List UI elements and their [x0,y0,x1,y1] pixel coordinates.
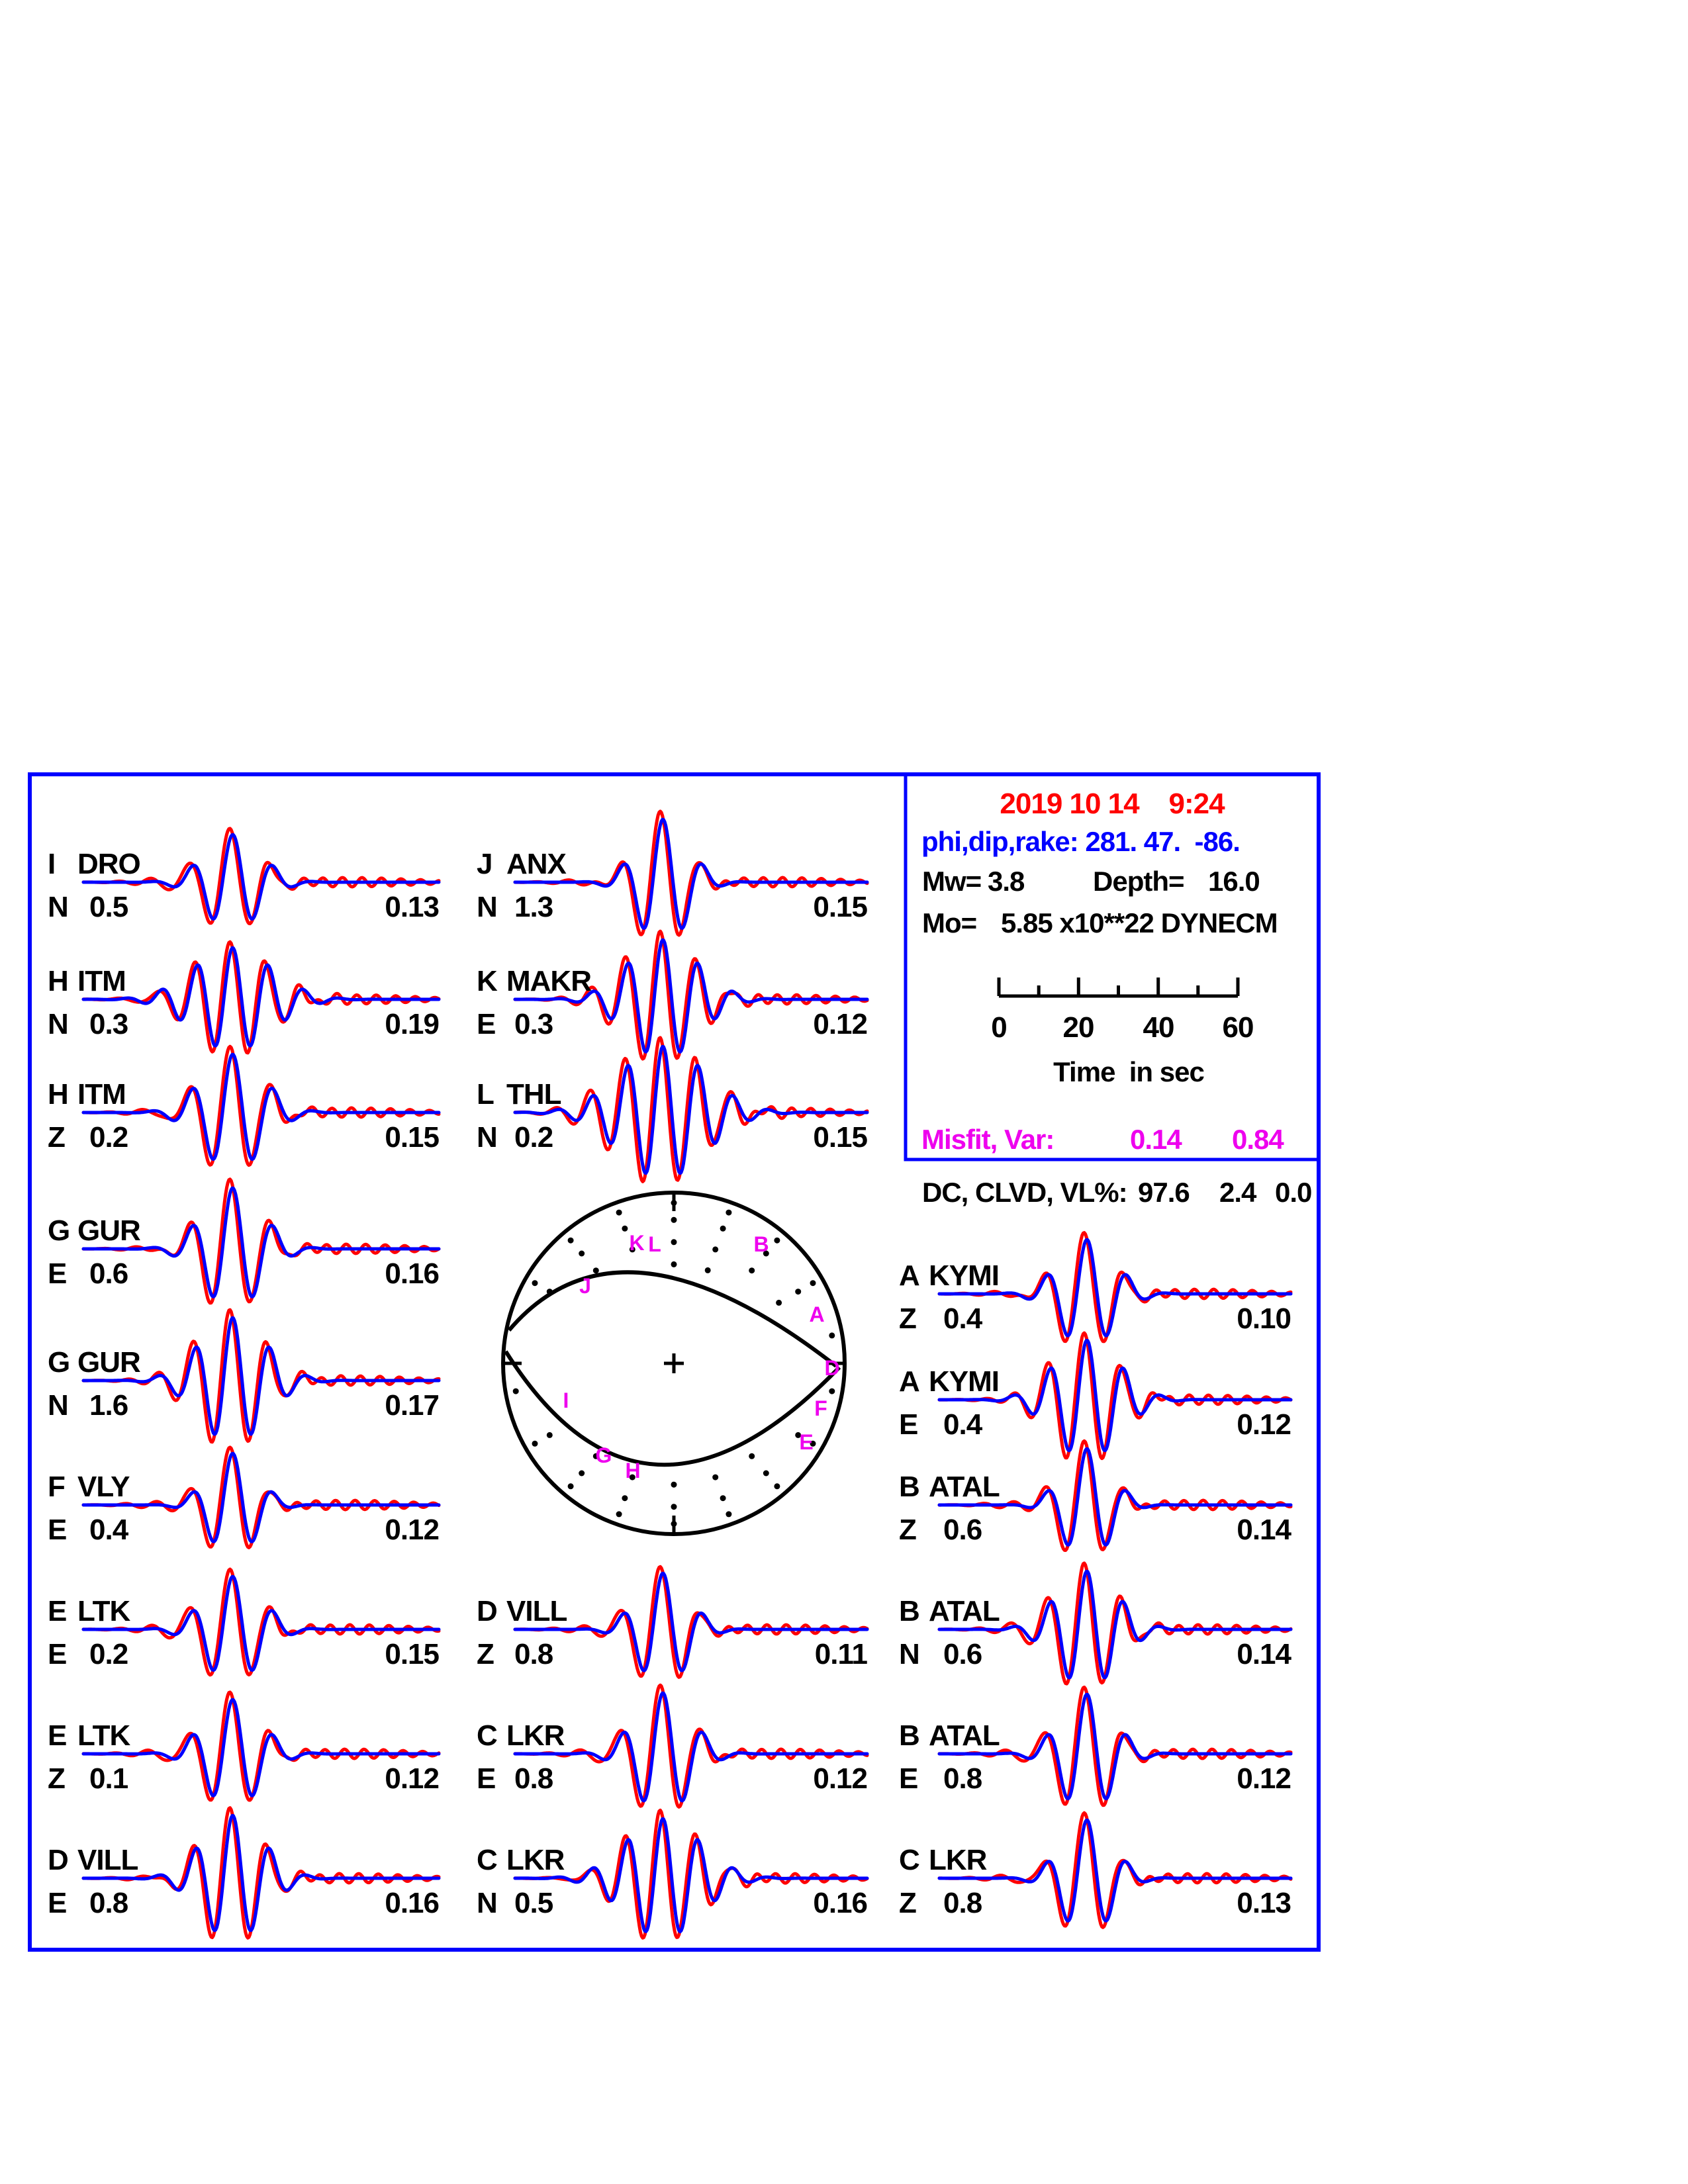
component-letter: E [477,1762,496,1795]
component-amplitude-E-LTK-E [48,1640,128,1669]
fit-value-H-ITM-N: 0.19 [385,1008,439,1040]
time-tick-60: 60 [1222,1011,1254,1044]
amplitude-value: 0.6 [943,1638,982,1670]
amplitude-value: 0.5 [89,891,128,923]
station-code: LTK [77,1719,130,1752]
station-letter: L [477,1078,494,1111]
station-letter: C [899,1844,919,1876]
mo-value: 5.85 x10**22 DYNECM [1001,907,1278,938]
fit-value-C-LKR-Z: 0.13 [1237,1887,1291,1919]
station-code: VILL [506,1595,567,1627]
time-tick-40: 40 [1143,1011,1174,1044]
station-label-D-VILL-E [48,1846,138,1875]
component-letter: E [899,1762,918,1795]
station-label-D-VILL-Z [477,1597,567,1626]
fit-value-B-ATAL-Z: 0.14 [1237,1514,1291,1546]
station-letter: G [48,1214,70,1247]
dc-clvd-vl-label: DC, CLVD, VL%: [922,1177,1127,1208]
amplitude-value: 1.6 [89,1389,128,1422]
event-date-time: 2019 10 14 9:24 [1000,788,1225,820]
amplitude-value: 0.3 [514,1008,553,1040]
time-tick-20: 20 [1062,1011,1094,1044]
station-label-A-KYMI-Z [899,1261,999,1291]
station-label-I-DRO-N [48,850,140,879]
station-code: ITM [77,1078,126,1111]
strike-dip-rake: phi,dip,rake: 281. 47. -86. [921,826,1240,857]
component-amplitude-G-GUR-N [48,1391,128,1420]
component-amplitude-C-LKR-Z [899,1889,982,1918]
depth-label: Depth= [1093,866,1184,897]
component-amplitude-B-ATAL-Z [899,1516,982,1545]
station-code: VILL [77,1844,138,1876]
fit-value-I-DRO-N: 0.13 [385,891,439,923]
component-amplitude-B-ATAL-N [899,1640,982,1669]
station-code: ANX [506,848,566,880]
station-letter: H [48,965,68,997]
component-amplitude-H-ITM-N [48,1010,128,1039]
station-letter: B [899,1471,919,1503]
component-amplitude-I-DRO-N [48,893,128,922]
component-amplitude-L-THL-N [477,1123,553,1152]
station-label-H-ITM-N [48,967,126,996]
fit-value-E-LTK-Z: 0.12 [385,1762,439,1795]
component-amplitude-C-LKR-E [477,1764,553,1794]
beachball-mark-A: A [809,1302,825,1326]
amplitude-value: 0.4 [943,1408,982,1441]
component-amplitude-G-GUR-E [48,1259,128,1289]
station-letter: J [477,848,492,880]
fit-value-H-ITM-Z: 0.15 [385,1121,439,1154]
station-letter: E [48,1719,67,1752]
fit-value-A-KYMI-E: 0.12 [1237,1408,1291,1441]
station-letter: D [477,1595,497,1627]
mw-label: Mw= [922,866,982,897]
vl-value: 0.0 [1275,1177,1312,1208]
station-label-C-LKR-Z [899,1846,986,1875]
station-letter: E [48,1595,67,1627]
component-amplitude-A-KYMI-Z [899,1304,982,1334]
station-code: LKR [506,1844,565,1876]
station-label-F-VLY-E [48,1473,130,1502]
station-label-C-LKR-N [477,1846,564,1875]
beachball-mark-D: D [824,1356,840,1380]
station-code: LKR [929,1844,987,1876]
amplitude-value: 0.8 [943,1762,982,1795]
component-letter: N [477,891,497,923]
fit-value-A-KYMI-Z: 0.10 [1237,1302,1291,1335]
beachball-mark-H: H [625,1459,641,1482]
station-letter: G [48,1346,70,1379]
fit-value-B-ATAL-E: 0.12 [1237,1762,1291,1795]
component-letter: N [899,1638,919,1670]
station-code: VLY [77,1471,130,1503]
fit-value-E-LTK-E: 0.15 [385,1638,439,1670]
component-letter: N [477,1887,497,1919]
station-label-G-GUR-N [48,1348,140,1377]
component-amplitude-J-ANX-N [477,893,553,922]
station-label-B-ATAL-E [899,1721,1000,1751]
beachball-mark-J: J [579,1274,591,1298]
station-label-H-ITM-Z [48,1080,126,1109]
fit-value-D-VILL-Z: 0.11 [814,1638,867,1670]
station-letter: C [477,1844,497,1876]
component-amplitude-D-VILL-Z [477,1640,553,1669]
station-code: ITM [77,965,126,997]
fit-value-B-ATAL-N: 0.14 [1237,1638,1291,1670]
station-label-B-ATAL-Z [899,1473,1000,1502]
fit-value-F-VLY-E: 0.12 [385,1514,439,1546]
dc-value: 97.6 [1138,1177,1190,1208]
beachball-mark-L: L [648,1232,661,1256]
component-letter: Z [48,1121,65,1154]
misfit-var-label: Misfit, Var: [921,1124,1055,1155]
fit-value-L-THL-N: 0.15 [813,1121,867,1154]
component-amplitude-H-ITM-Z [48,1123,128,1152]
component-letter: E [477,1008,496,1040]
amplitude-value: 0.3 [89,1008,128,1040]
station-code: LTK [77,1595,130,1627]
component-letter: Z [899,1514,916,1546]
station-label-E-LTK-E [48,1597,130,1626]
amplitude-value: 0.5 [514,1887,553,1919]
amplitude-value: 0.6 [89,1257,128,1290]
station-code: KYMI [929,1259,999,1292]
fit-value-G-GUR-N: 0.17 [385,1389,439,1422]
station-label-B-ATAL-N [899,1597,1000,1626]
component-letter: N [48,1389,68,1422]
beachball-mark-K: K [629,1231,645,1255]
station-letter: B [899,1595,919,1627]
fit-value-K-MAKR-E: 0.12 [813,1008,867,1040]
beachball-mark-B: B [753,1232,769,1256]
component-amplitude-B-ATAL-E [899,1764,982,1794]
component-amplitude-F-VLY-E [48,1516,128,1545]
station-label-A-KYMI-E [899,1367,999,1396]
amplitude-value: 0.8 [89,1887,128,1919]
station-code: MAKR [506,965,591,997]
station-code: GUR [77,1214,140,1247]
component-letter: E [48,1514,67,1546]
component-letter: Z [899,1887,916,1919]
station-code: LKR [506,1719,565,1752]
component-letter: N [48,1008,68,1040]
station-code: ATAL [929,1719,1000,1752]
amplitude-value: 0.2 [89,1121,128,1154]
station-label-G-GUR-E [48,1216,140,1246]
mw-value: 3.8 [988,866,1025,897]
amplitude-value: 0.8 [514,1638,553,1670]
component-amplitude-D-VILL-E [48,1889,128,1918]
component-letter: Z [477,1638,494,1670]
station-label-L-THL-N [477,1080,561,1109]
beachball-mark-F: F [814,1396,827,1420]
variance-value: 0.84 [1232,1124,1284,1155]
beachball-mark-E: E [799,1430,814,1454]
component-letter: N [477,1121,497,1154]
station-letter: C [477,1719,497,1752]
station-code: DRO [77,848,140,880]
amplitude-value: 0.8 [943,1887,982,1919]
amplitude-value: 0.8 [514,1762,553,1795]
beachball-mark-I: I [563,1388,569,1412]
station-code: KYMI [929,1365,999,1398]
time-axis-label: Time in sec [1053,1056,1204,1087]
mo-label: Mo= [922,907,977,938]
fit-value-D-VILL-E: 0.16 [385,1887,439,1919]
station-label-C-LKR-E [477,1721,564,1751]
misfit-value: 0.14 [1130,1124,1182,1155]
station-letter: B [899,1719,919,1752]
component-amplitude-A-KYMI-E [899,1410,982,1439]
component-amplitude-K-MAKR-E [477,1010,553,1039]
depth-value: 16.0 [1208,866,1260,897]
amplitude-value: 1.3 [514,891,553,923]
component-amplitude-E-LTK-Z [48,1764,128,1794]
component-letter: N [48,891,68,923]
amplitude-value: 0.1 [89,1762,128,1795]
amplitude-value: 0.2 [89,1638,128,1670]
component-letter: Z [48,1762,65,1795]
clvd-value: 2.4 [1219,1177,1256,1208]
fit-value-J-ANX-N: 0.15 [813,891,867,923]
fit-value-C-LKR-E: 0.12 [813,1762,867,1795]
fit-value-C-LKR-N: 0.16 [813,1887,867,1919]
station-code: ATAL [929,1595,1000,1627]
time-tick-0: 0 [991,1011,1007,1044]
station-letter: A [899,1365,919,1398]
component-letter: E [48,1887,67,1919]
component-amplitude-C-LKR-N [477,1889,553,1918]
component-letter: E [48,1257,67,1290]
amplitude-value: 0.2 [514,1121,553,1154]
beachball-mark-G: G [595,1443,612,1467]
component-letter: E [48,1638,67,1670]
station-label-K-MAKR-E [477,967,591,996]
station-letter: I [48,848,56,880]
amplitude-value: 0.4 [943,1302,982,1335]
station-code: ATAL [929,1471,1000,1503]
station-code: THL [506,1078,561,1111]
component-letter: E [899,1408,918,1441]
station-letter: D [48,1844,68,1876]
fit-value-G-GUR-E: 0.16 [385,1257,439,1290]
station-label-E-LTK-Z [48,1721,130,1751]
station-letter: K [477,965,497,997]
amplitude-value: 0.4 [89,1514,128,1546]
station-letter: A [899,1259,919,1292]
station-letter: H [48,1078,68,1111]
station-letter: F [48,1471,65,1503]
station-code: GUR [77,1346,140,1379]
station-label-J-ANX-N [477,850,566,879]
amplitude-value: 0.6 [943,1514,982,1546]
component-letter: Z [899,1302,916,1335]
